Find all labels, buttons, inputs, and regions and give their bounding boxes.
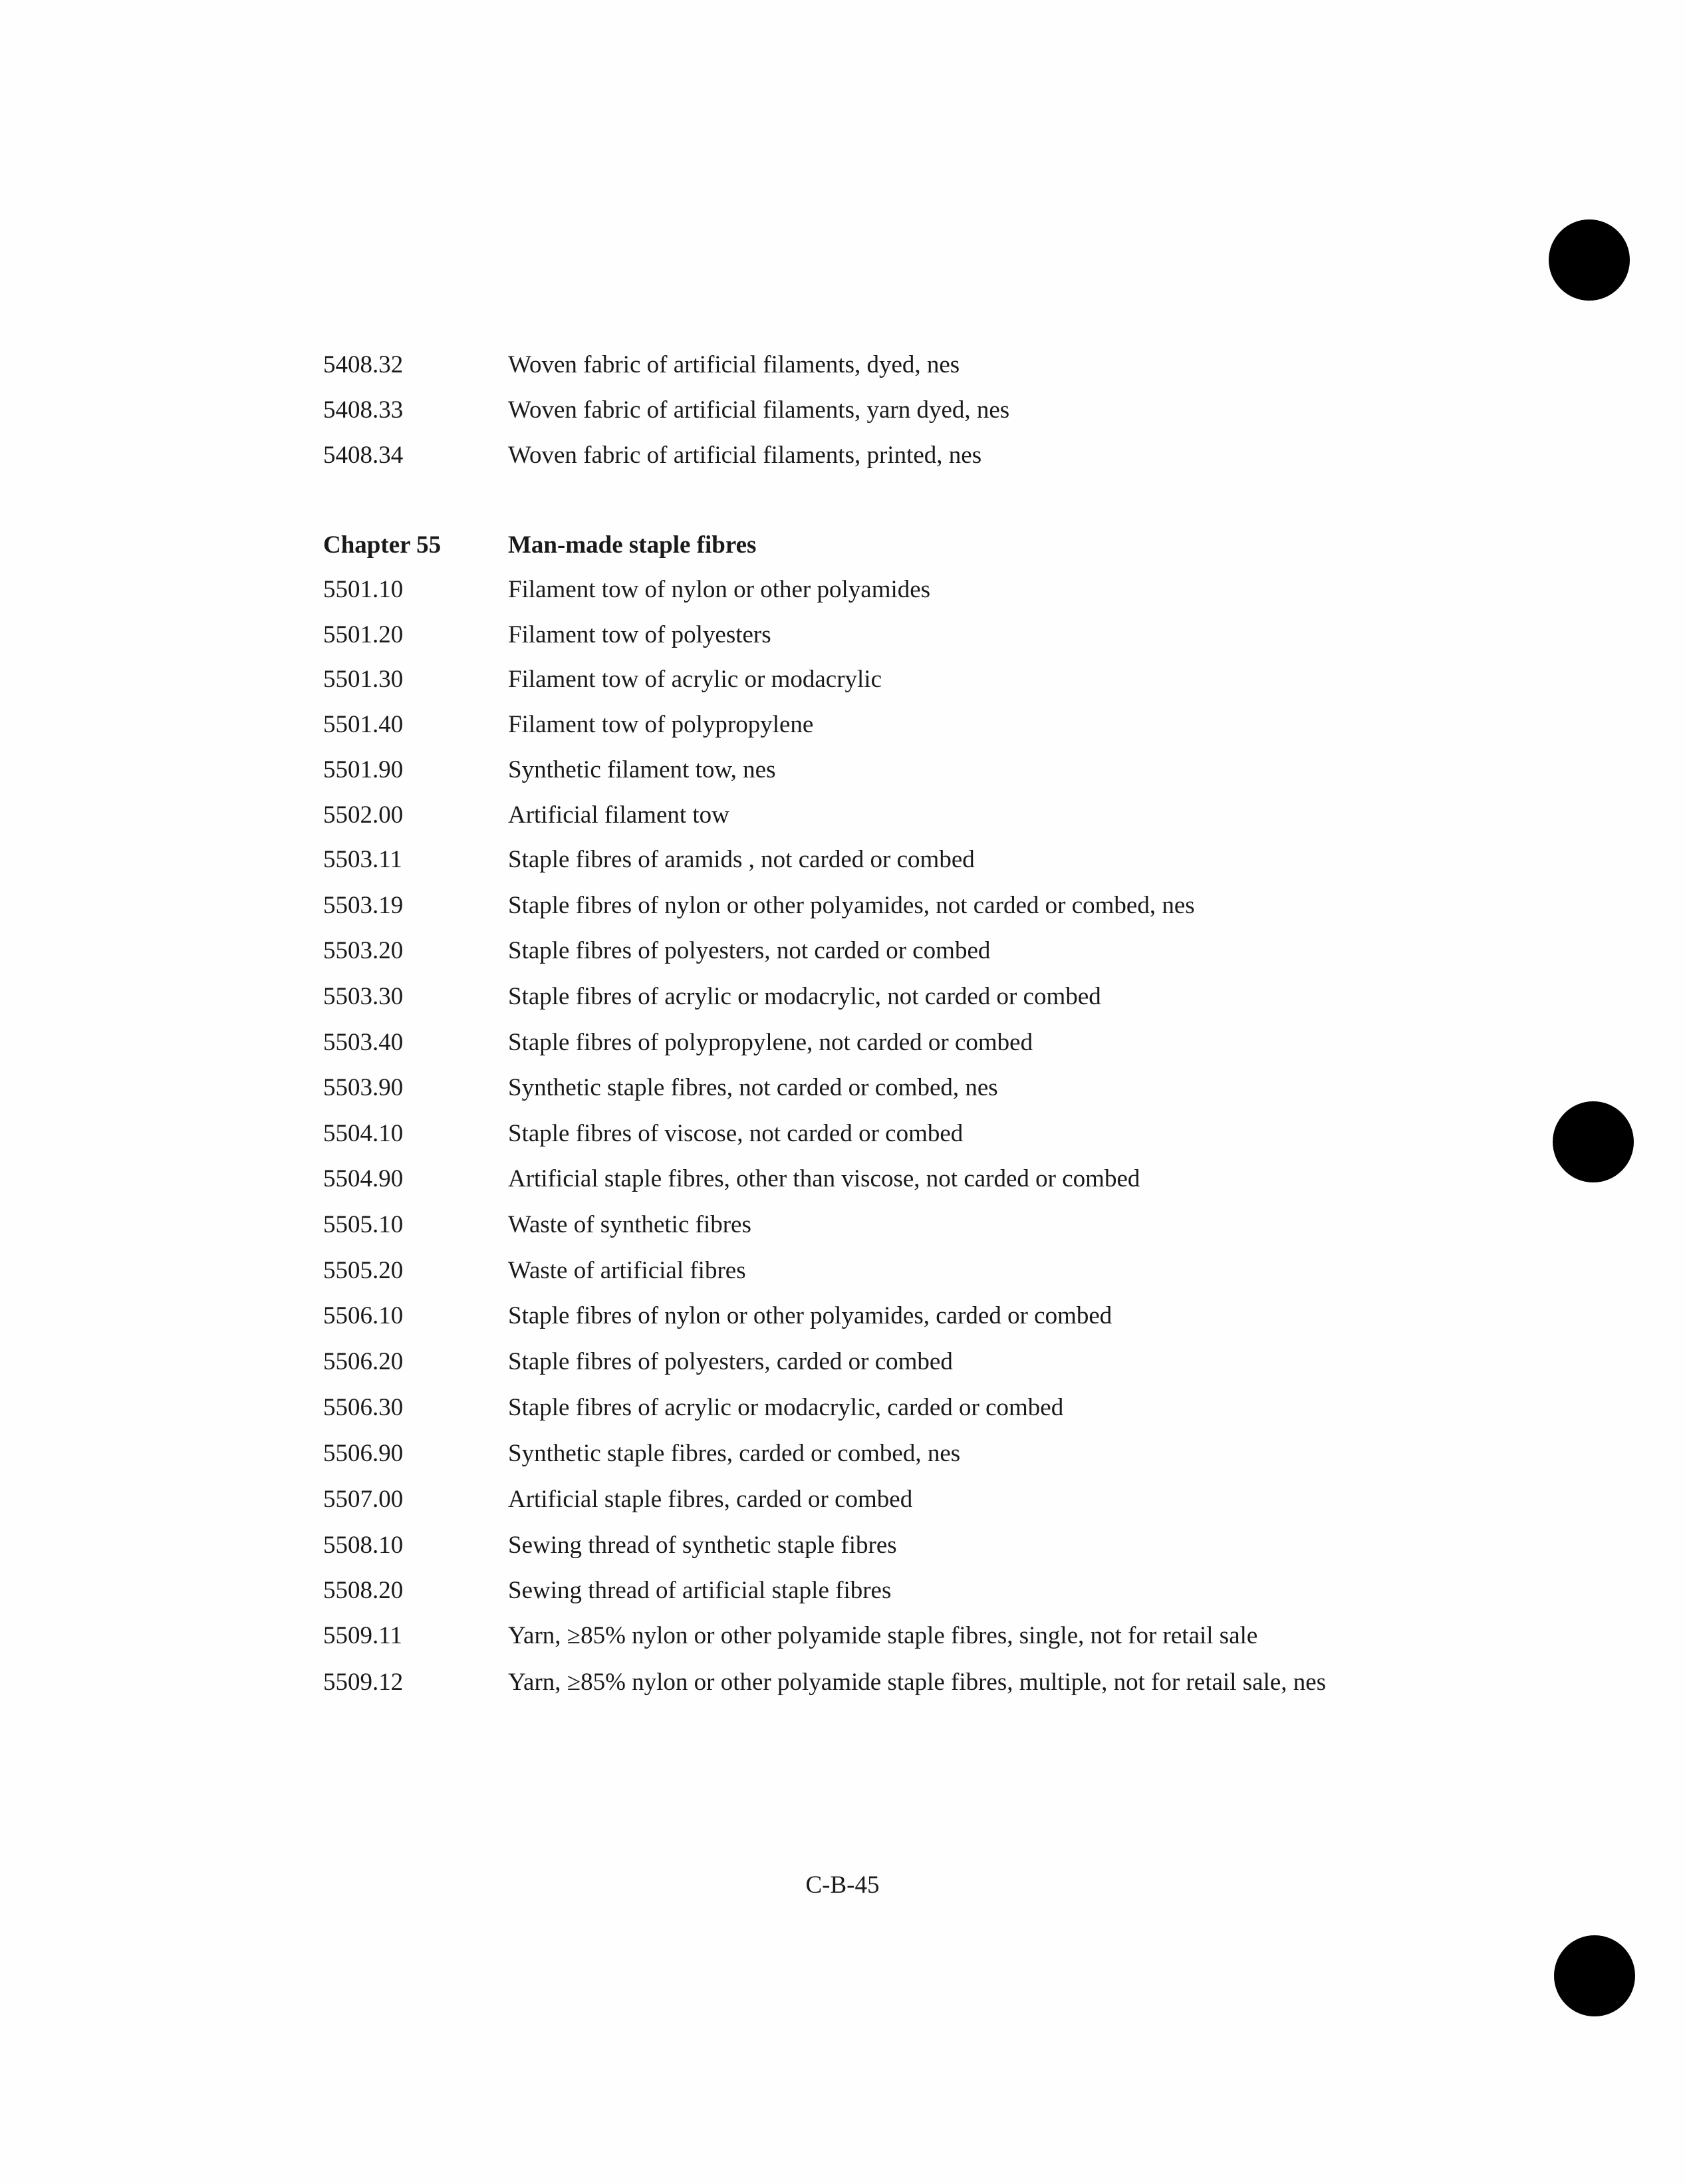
- tariff-code: 5502.00: [323, 801, 404, 829]
- tariff-description: Staple fibres of acrylic or modacrylic, carded or combed: [508, 1394, 1064, 1421]
- tariff-description: Staple fibres of nylon or other polyamides, not carded or combed, nes: [508, 892, 1195, 919]
- tariff-description: Sewing thread of artificial staple fibres: [508, 1577, 892, 1604]
- tariff-description: Filament tow of nylon or other polyamides: [508, 576, 931, 603]
- tariff-description: Filament tow of polypropylene: [508, 711, 814, 738]
- chapter-number: Chapter 55: [323, 531, 442, 559]
- tariff-code: 5504.10: [323, 1120, 404, 1147]
- tariff-code: 5509.12: [323, 1669, 404, 1696]
- tariff-code: 5408.34: [323, 442, 404, 469]
- chapter-title: Man-made staple fibres: [508, 531, 757, 559]
- tariff-code: 5501.40: [323, 711, 404, 738]
- tariff-description: Staple fibres of aramids , not carded or combed: [508, 846, 975, 873]
- tariff-code: 5503.19: [323, 892, 404, 919]
- tariff-description: Yarn, ≥85% nylon or other polyamide staple fibres, single, not for retail sale: [508, 1622, 1258, 1649]
- tariff-code: 5503.20: [323, 937, 404, 964]
- tariff-description: Filament tow of acrylic or modacrylic: [508, 666, 882, 693]
- tariff-description: Woven fabric of artificial filaments, printed, nes: [508, 442, 982, 469]
- tariff-description: Artificial staple fibres, other than viscose, not carded or combed: [508, 1165, 1140, 1192]
- tariff-code: 5501.30: [323, 666, 404, 693]
- tariff-code: 5408.33: [323, 396, 404, 424]
- tariff-description: Artificial filament tow: [508, 801, 729, 829]
- tariff-code: 5503.30: [323, 983, 404, 1010]
- tariff-description: Artificial staple fibres, carded or combed: [508, 1486, 913, 1513]
- tariff-code: 5507.00: [323, 1486, 404, 1513]
- tariff-description: Staple fibres of polyesters, carded or combed: [508, 1348, 953, 1375]
- tariff-description: Waste of artificial fibres: [508, 1257, 746, 1284]
- tariff-description: Staple fibres of viscose, not carded or combed: [508, 1120, 964, 1147]
- tariff-description: Staple fibres of nylon or other polyamides, carded or combed: [508, 1302, 1112, 1329]
- tariff-code: 5408.32: [323, 351, 404, 378]
- tariff-code: 5508.10: [323, 1532, 404, 1559]
- tariff-code: 5506.90: [323, 1440, 404, 1467]
- tariff-description: Synthetic staple fibres, not carded or combed, nes: [508, 1074, 998, 1101]
- tariff-description: Staple fibres of acrylic or modacrylic, not carded or combed: [508, 983, 1101, 1010]
- tariff-code: 5505.10: [323, 1211, 404, 1238]
- tariff-code: 5503.40: [323, 1029, 404, 1056]
- tariff-description: Staple fibres of polyesters, not carded or combed: [508, 937, 991, 964]
- tariff-description: Staple fibres of polypropylene, not carded or combed: [508, 1029, 1033, 1056]
- tariff-description: Woven fabric of artificial filaments, yarn dyed, nes: [508, 396, 1010, 424]
- tariff-code: 5504.90: [323, 1165, 404, 1192]
- tariff-code: 5506.10: [323, 1302, 404, 1329]
- tariff-code: 5505.20: [323, 1257, 404, 1284]
- page-number: C-B-45: [805, 1871, 880, 1899]
- tariff-description: Synthetic filament tow, nes: [508, 756, 776, 783]
- punch-hole-middle: [1553, 1101, 1634, 1182]
- tariff-code: 5501.90: [323, 756, 404, 783]
- tariff-code: 5503.90: [323, 1074, 404, 1101]
- tariff-code: 5501.20: [323, 621, 404, 648]
- tariff-description: Sewing thread of synthetic staple fibres: [508, 1532, 897, 1559]
- tariff-code: 5501.10: [323, 576, 404, 603]
- tariff-code: 5506.30: [323, 1394, 404, 1421]
- tariff-code: 5506.20: [323, 1348, 404, 1375]
- tariff-code: 5509.11: [323, 1622, 402, 1649]
- tariff-description: Waste of synthetic fibres: [508, 1211, 751, 1238]
- punch-hole-top: [1549, 219, 1630, 301]
- tariff-description: Filament tow of polyesters: [508, 621, 771, 648]
- tariff-code: 5503.11: [323, 846, 402, 873]
- tariff-description: Synthetic staple fibres, carded or combed, nes: [508, 1440, 961, 1467]
- tariff-description: Woven fabric of artificial filaments, dyed, nes: [508, 351, 960, 378]
- tariff-code: 5508.20: [323, 1577, 404, 1604]
- punch-hole-bottom: [1554, 1935, 1635, 2016]
- tariff-description: Yarn, ≥85% nylon or other polyamide staple fibres, multiple, not for retail sale, nes: [508, 1669, 1327, 1696]
